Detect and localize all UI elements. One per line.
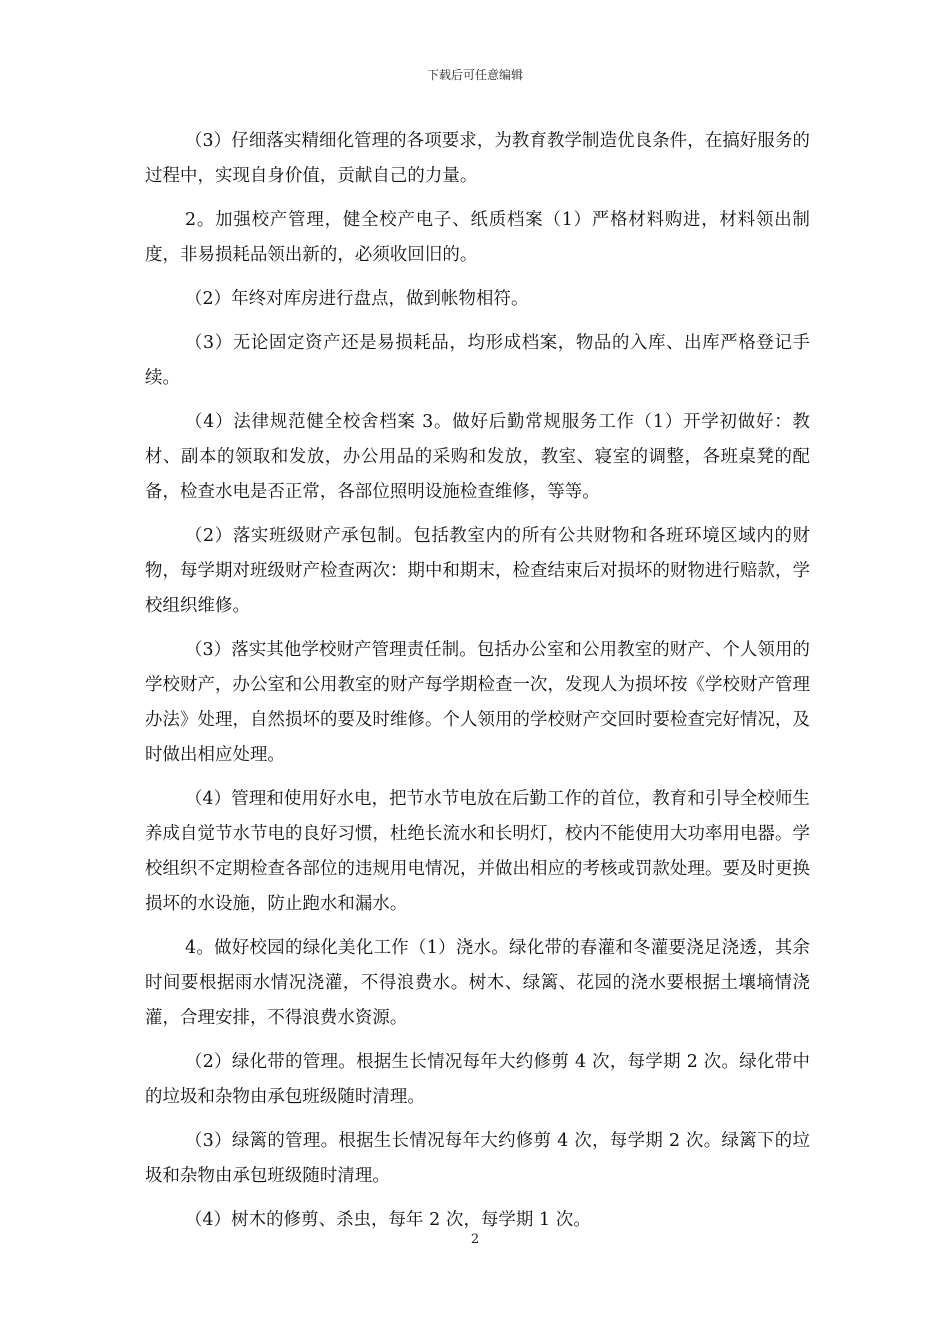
paragraph: （4）管理和使用好水电，把节水节电放在后勤工作的首位，教育和引导全校师生养成自觉节水节电的良好习惯，杜绝长流水和长明灯，校内不能使用大功率用电器。学校组织不定期检查各部位的违规用电情况，并做出相应的考核或罚款处理。要及时更换损坏的水设施，防止跑水和漏水。 — [145, 789, 810, 914]
page-header: 下载后可任意编辑 — [426, 68, 523, 82]
paragraph: （2）年终对库房进行盘点，做到帐物相符。 — [185, 289, 529, 309]
paragraph: （3）无论固定资产还是易损耗品，均形成档案，物品的入库、出库严格登记手续。 — [145, 333, 810, 388]
paragraph: （4）法律规范健全校舍档案 3。做好后勤常规服务工作（1）开学初做好：教材、副本的领取和发放，办公用品的采购和发放，教室、寝室的调整，各班桌凳的配备，检查水电是否正常，各部位照明设施检查维修，等等。 — [145, 412, 810, 502]
paragraph: （4）树木的修剪、杀虫，每年 2 次，每学期 1 次。 — [185, 1210, 591, 1230]
paragraph: （3）落实其他学校财产管理责任制。包括办公室和公用教室的财产、个人领用的学校财产，办公室和公用教室的财产每学期检查一次，发现人为损坏按《学校财产管理办法》处理，自然损坏的要及时维修。个人领用的学校财产交回时要检查完好情况，及时做出相应处理。 — [145, 640, 810, 765]
paragraph: （2）绿化带的管理。根据生长情况每年大约修剪 4 次，每学期 2 次。绿化带中的垃圾和杂物由承包班级随时清理。 — [145, 1052, 810, 1107]
paragraph: 2。加强校产管理，健全校产电子、纸质档案（1）严格材料购进，材料领出制度，非易损耗品领出新的，必须收回旧的。 — [145, 210, 810, 265]
paragraph: （2）落实班级财产承包制。包括教室内的所有公共财物和各班环境区域内的财物，每学期对班级财产检查两次：期中和期末，检查结束后对损坏的财物进行赔款，学校组织维修。 — [145, 526, 810, 616]
paragraph: （3）仔细落实精细化管理的各项要求，为教育教学制造优良条件，在搞好服务的过程中，实现自身价值，贡献自己的力量。 — [145, 131, 810, 186]
paragraph: 4。做好校园的绿化美化工作（1）浇水。绿化带的春灌和冬灌要浇足浇透，其余时间要根据雨水情况浇灌，不得浪费水。树木、绿篱、花园的浇水要根据土壤墒情浇灌，合理安排，不得浪费水资源。 — [145, 938, 810, 1028]
paragraph: （3）绿篱的管理。根据生长情况每年大约修剪 4 次，每学期 2 次。绿篱下的垃圾和杂物由承包班级随时清理。 — [145, 1131, 810, 1186]
page-number: 2 — [470, 1232, 480, 1247]
document-body — [145, 124, 810, 1247]
